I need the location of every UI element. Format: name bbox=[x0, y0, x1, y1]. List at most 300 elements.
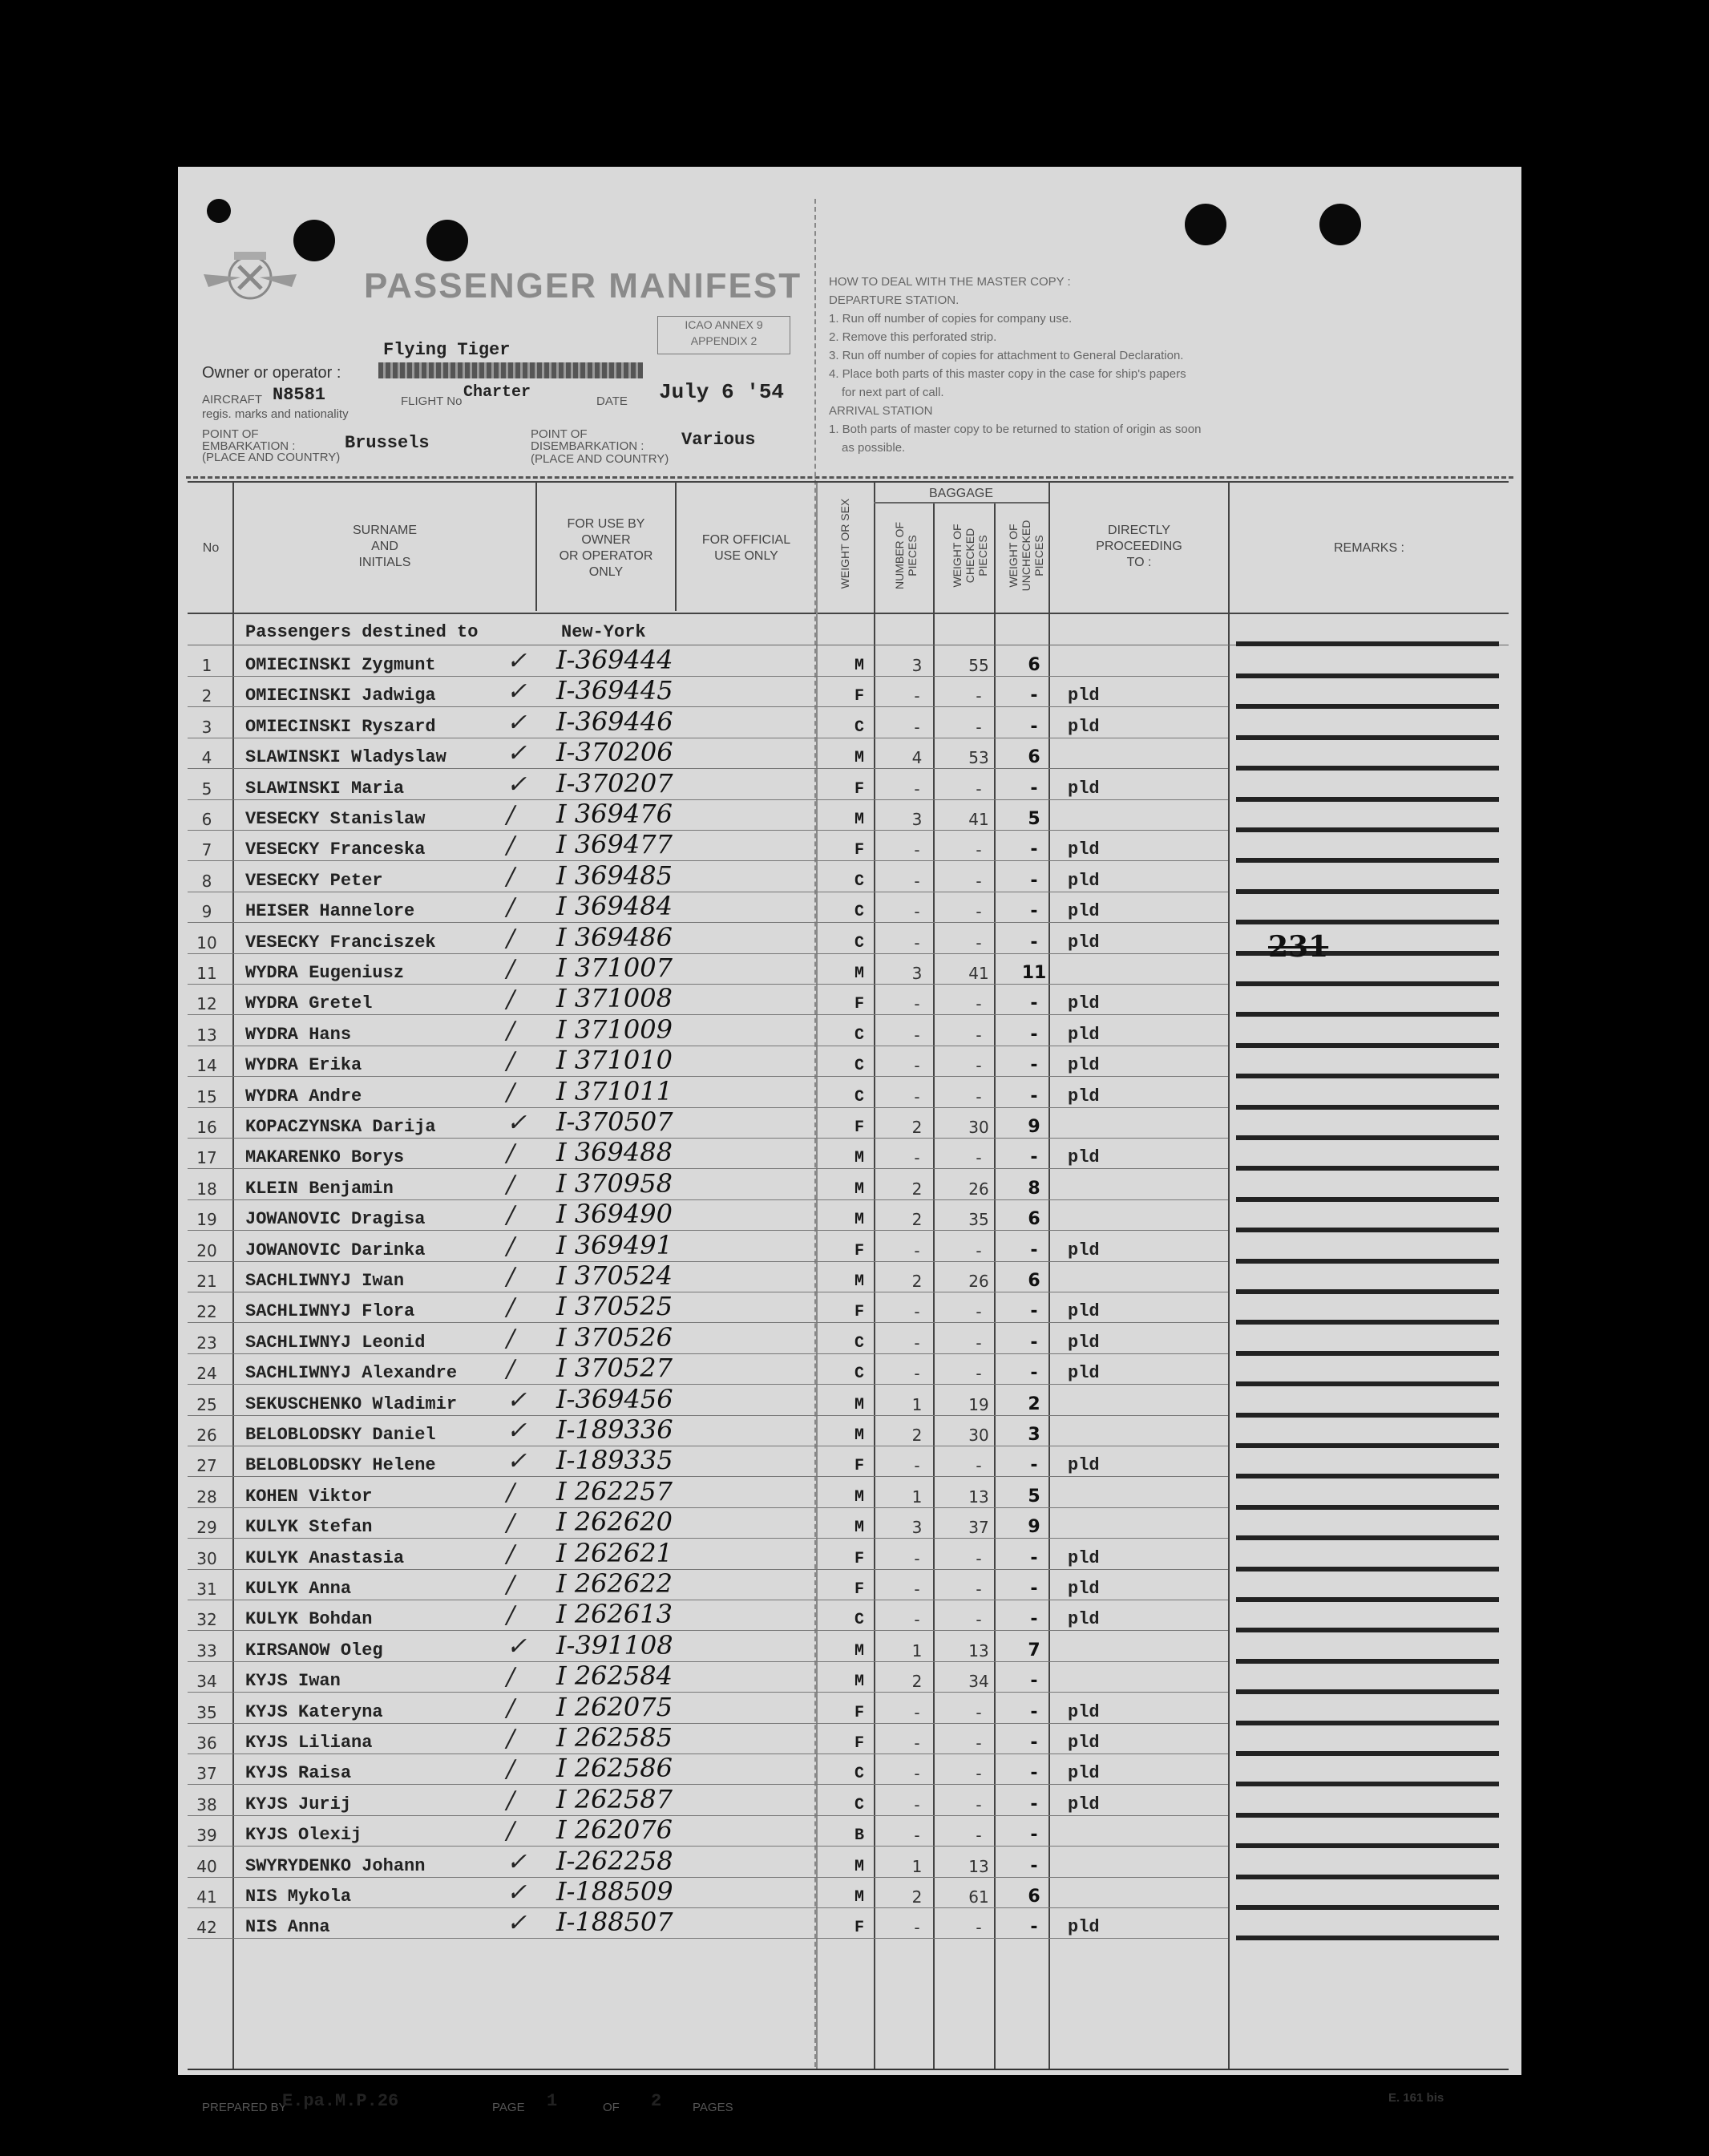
baggage-unchecked: - bbox=[1030, 1609, 1038, 1630]
check-mark: ✓ bbox=[507, 1847, 527, 1876]
remarks-bar bbox=[1236, 673, 1499, 678]
passenger-name: OMIECINSKI Ryszard bbox=[245, 716, 436, 737]
baggage-pieces: - bbox=[914, 902, 920, 922]
official-number: I 370525 bbox=[556, 1291, 673, 1322]
directly-proceeding: pld bbox=[1068, 686, 1100, 706]
check-mark: / bbox=[507, 1786, 515, 1814]
baggage-weight: 61 bbox=[968, 1887, 989, 1907]
sex-code: M bbox=[854, 1211, 864, 1230]
remarks-bar bbox=[1236, 920, 1499, 924]
sex-code: F bbox=[854, 779, 864, 799]
remarks-bar bbox=[1236, 1166, 1499, 1171]
destined-value: New-York bbox=[561, 622, 646, 642]
row-number: 10 bbox=[196, 932, 217, 953]
directly-proceeding: pld bbox=[1068, 1240, 1100, 1260]
sex-code: C bbox=[854, 1365, 864, 1384]
baggage-pieces: 2 bbox=[911, 1672, 923, 1692]
instruction-line: 3. Run off number of copies for attachment to General Declaration. bbox=[829, 349, 1184, 362]
remarks-bar bbox=[1236, 1659, 1499, 1664]
baggage-weight: - bbox=[976, 1333, 982, 1353]
baggage-weight: 41 bbox=[968, 964, 989, 983]
sabena-logo-icon bbox=[202, 247, 298, 311]
header-bag-unchecked: WEIGHT OF UNCHECKED PIECES bbox=[1007, 520, 1045, 592]
row-rule bbox=[188, 922, 1228, 923]
remarks-bar bbox=[1236, 797, 1499, 802]
baggage-unchecked: - bbox=[1030, 1055, 1038, 1076]
row-number: 30 bbox=[196, 1548, 217, 1568]
row-rule bbox=[188, 1168, 1228, 1169]
remarks-bar bbox=[1236, 1259, 1499, 1264]
baggage-weight: - bbox=[976, 902, 982, 922]
baggage-unchecked: - bbox=[1030, 1455, 1038, 1476]
directly-proceeding: pld bbox=[1068, 1055, 1100, 1076]
directly-proceeding: pld bbox=[1068, 870, 1100, 891]
sex-code: C bbox=[854, 933, 864, 953]
manifest-page bbox=[178, 167, 1521, 2114]
directly-proceeding: pld bbox=[1068, 1917, 1100, 1938]
passenger-name: BELOBLODSKY Daniel bbox=[245, 1425, 436, 1445]
passenger-name: MAKARENKO Borys bbox=[245, 1147, 405, 1168]
passenger-name: VESECKY Peter bbox=[245, 870, 383, 891]
row-number: 2 bbox=[201, 686, 212, 706]
check-mark: / bbox=[507, 1817, 515, 1846]
baggage-weight: - bbox=[976, 1794, 982, 1814]
baggage-weight: 30 bbox=[968, 1426, 989, 1445]
baggage-unchecked: - bbox=[1030, 1086, 1038, 1106]
baggage-unchecked: - bbox=[1030, 1855, 1038, 1876]
baggage-pieces: - bbox=[914, 1764, 920, 1784]
sex-code: M bbox=[854, 1272, 864, 1291]
directly-proceeding: pld bbox=[1068, 993, 1100, 1014]
baggage-unchecked: - bbox=[1030, 1332, 1038, 1353]
baggage-weight: - bbox=[976, 1918, 982, 1938]
row-rule bbox=[188, 799, 1228, 800]
official-number: I 262620 bbox=[556, 1507, 673, 1538]
form-title: PASSENGER MANIFEST bbox=[364, 266, 802, 305]
baggage-unchecked: 9 bbox=[1028, 1517, 1040, 1538]
remarks-bar bbox=[1236, 1105, 1499, 1110]
baggage-pieces: 2 bbox=[911, 1426, 923, 1445]
date-value: July 6 '54 bbox=[659, 380, 785, 404]
sex-code: M bbox=[854, 1487, 864, 1507]
remarks-bar bbox=[1236, 1289, 1499, 1294]
row-rule bbox=[188, 1723, 1228, 1724]
header-bag-weight: WEIGHT OF CHECKED PIECES bbox=[951, 524, 989, 588]
baggage-pieces: - bbox=[914, 1364, 920, 1384]
directly-proceeding: pld bbox=[1068, 932, 1100, 953]
baggage-weight: 53 bbox=[968, 748, 989, 768]
official-number: I-189335 bbox=[556, 1445, 673, 1476]
baggage-weight: 35 bbox=[968, 1210, 989, 1230]
sex-code: F bbox=[854, 1703, 864, 1722]
baggage-pieces: 3 bbox=[911, 1518, 923, 1538]
baggage-pieces: - bbox=[914, 1240, 920, 1260]
icao-appendix: APPENDIX 2 bbox=[690, 334, 758, 347]
baggage-unchecked: - bbox=[1030, 993, 1038, 1014]
row-number: 5 bbox=[201, 779, 212, 799]
baggage-pieces: 2 bbox=[911, 1179, 923, 1199]
check-mark: / bbox=[507, 1355, 515, 1384]
passenger-name: JOWANOVIC Dragisa bbox=[245, 1209, 426, 1230]
baggage-unchecked: - bbox=[1030, 1733, 1038, 1753]
check-mark: / bbox=[507, 1755, 515, 1784]
baggage-weight: 41 bbox=[968, 810, 989, 829]
baggage-unchecked: 8 bbox=[1028, 1178, 1040, 1199]
baggage-weight: 37 bbox=[968, 1518, 989, 1538]
instruction-line: as possible. bbox=[842, 441, 906, 455]
check-mark: / bbox=[507, 1509, 515, 1538]
official-number: I 262586 bbox=[556, 1753, 673, 1784]
row-rule bbox=[188, 1076, 1228, 1077]
row-number: 41 bbox=[196, 1887, 217, 1907]
check-mark: / bbox=[507, 862, 515, 891]
instruction-line: 4. Place both parts of this master copy in the case for ship's papers bbox=[829, 367, 1186, 381]
row-number: 42 bbox=[196, 1918, 217, 1938]
check-mark: / bbox=[507, 1047, 515, 1076]
baggage-unchecked: 6 bbox=[1028, 747, 1040, 768]
official-number: I 262584 bbox=[556, 1660, 673, 1692]
official-number: I 369491 bbox=[556, 1229, 673, 1260]
header-direct-line: TO : bbox=[1126, 556, 1152, 569]
row-rule bbox=[188, 830, 1228, 831]
baggage-unchecked: - bbox=[1030, 1301, 1038, 1322]
official-number: I 370524 bbox=[556, 1260, 673, 1291]
check-mark: / bbox=[507, 801, 515, 829]
check-mark: / bbox=[507, 1601, 515, 1630]
remarks-bar bbox=[1236, 1567, 1499, 1571]
baggage-unchecked: - bbox=[1030, 932, 1038, 953]
row-number: 19 bbox=[196, 1210, 217, 1230]
punch-hole bbox=[1185, 204, 1226, 245]
remarks-bar bbox=[1236, 1689, 1499, 1694]
instruction-line: for next part of call. bbox=[842, 386, 944, 399]
baggage-unchecked: - bbox=[1030, 1547, 1038, 1568]
baggage-pieces: 4 bbox=[911, 748, 923, 768]
baggage-weight: 26 bbox=[968, 1179, 989, 1199]
baggage-unchecked: - bbox=[1030, 1024, 1038, 1045]
baggage-pieces: 1 bbox=[911, 1856, 923, 1876]
header-owner-line: OR OPERATOR bbox=[559, 549, 653, 563]
passenger-name: SWYRYDENKO Johann bbox=[245, 1855, 426, 1876]
sex-code: M bbox=[854, 1673, 864, 1692]
remarks-bar bbox=[1236, 1843, 1499, 1848]
footer-rule bbox=[188, 2069, 1509, 2070]
check-mark: / bbox=[507, 1663, 515, 1692]
official-number: I-369456 bbox=[556, 1383, 673, 1414]
remarks-bar bbox=[1236, 641, 1499, 646]
directly-proceeding: pld bbox=[1068, 778, 1100, 799]
sex-code: C bbox=[854, 1611, 864, 1630]
check-mark: ✓ bbox=[507, 1632, 527, 1660]
baggage-unchecked: - bbox=[1030, 1917, 1038, 1938]
baggage-pieces: - bbox=[914, 1056, 920, 1076]
owner-value: Flying Tiger bbox=[383, 340, 511, 360]
sex-code: C bbox=[854, 1025, 864, 1045]
sex-code: C bbox=[854, 1795, 864, 1814]
baggage-unchecked: 7 bbox=[1028, 1640, 1040, 1660]
baggage-weight: - bbox=[976, 840, 982, 860]
row-number: 33 bbox=[196, 1640, 217, 1660]
check-mark: / bbox=[507, 1571, 515, 1599]
header-official-line: USE ONLY bbox=[714, 549, 778, 563]
directly-proceeding: pld bbox=[1068, 1086, 1100, 1106]
baggage-pieces: - bbox=[914, 994, 920, 1014]
official-number: I 370527 bbox=[556, 1353, 673, 1384]
remarks-bar bbox=[1236, 1628, 1499, 1632]
baggage-unchecked: 3 bbox=[1028, 1425, 1040, 1445]
row-number: 24 bbox=[196, 1364, 217, 1384]
row-number: 39 bbox=[196, 1826, 217, 1846]
baggage-unchecked: 6 bbox=[1028, 655, 1040, 675]
baggage-unchecked: - bbox=[1030, 1671, 1038, 1692]
baggage-weight: 34 bbox=[968, 1672, 989, 1692]
official-number: I 262585 bbox=[556, 1722, 673, 1753]
row-rule bbox=[188, 984, 1228, 985]
sex-code: M bbox=[854, 1179, 864, 1199]
passenger-name: SACHLIWNYJ Leonid bbox=[245, 1332, 426, 1353]
passenger-name: KOHEN Viktor bbox=[245, 1486, 373, 1507]
remarks-bar bbox=[1236, 1413, 1499, 1418]
baggage-weight: - bbox=[976, 1610, 982, 1630]
instruction-line: 2. Remove this perforated strip. bbox=[829, 330, 997, 344]
baggage-pieces: - bbox=[914, 779, 920, 799]
baggage-unchecked: 11 bbox=[1021, 963, 1047, 983]
remarks-bar bbox=[1236, 1135, 1499, 1140]
check-mark: ✓ bbox=[507, 1385, 527, 1414]
row-rule bbox=[188, 1692, 1228, 1693]
official-number: I-369446 bbox=[556, 706, 673, 737]
check-mark: / bbox=[507, 1201, 515, 1230]
header-direct bbox=[1050, 523, 1228, 571]
baggage-unchecked: - bbox=[1030, 778, 1038, 799]
baggage-unchecked: - bbox=[1030, 716, 1038, 737]
header-no: No bbox=[202, 541, 220, 555]
header-surname-line: INITIALS bbox=[358, 556, 411, 569]
remarks-bar bbox=[1236, 1381, 1499, 1386]
row-rule bbox=[188, 706, 1228, 707]
check-mark: / bbox=[507, 1539, 515, 1568]
row-number: 18 bbox=[196, 1179, 217, 1199]
baggage-unchecked: - bbox=[1030, 901, 1038, 922]
official-number: I 369488 bbox=[556, 1137, 673, 1168]
baggage-pieces: 2 bbox=[911, 1118, 923, 1137]
pages-label: PAGES bbox=[693, 2101, 733, 2114]
flight-value: Charter bbox=[463, 383, 531, 402]
remarks-bar bbox=[1236, 1351, 1499, 1356]
sex-code: C bbox=[854, 1765, 864, 1784]
owner-label: Owner or operator : bbox=[202, 364, 341, 382]
passenger-name: KYJS Kateryna bbox=[245, 1701, 383, 1722]
header-sex: WEIGHT OR SEX bbox=[838, 498, 851, 589]
row-rule bbox=[188, 1384, 1228, 1385]
check-mark: ✓ bbox=[507, 1109, 527, 1137]
instruction-line: ARRIVAL STATION bbox=[829, 404, 933, 418]
row-number: 20 bbox=[196, 1240, 217, 1260]
baggage-unchecked: 5 bbox=[1028, 809, 1040, 829]
baggage-weight: - bbox=[976, 1702, 982, 1722]
passenger-name: KULYK Stefan bbox=[245, 1517, 373, 1538]
row-number: 4 bbox=[201, 748, 212, 768]
passenger-name: KYJS Iwan bbox=[245, 1671, 341, 1692]
row-number: 29 bbox=[196, 1518, 217, 1538]
baggage-unchecked: - bbox=[1030, 1825, 1038, 1846]
row-number: 14 bbox=[196, 1056, 217, 1076]
baggage-weight: 13 bbox=[968, 1640, 989, 1660]
check-mark: / bbox=[507, 924, 515, 953]
baggage-pieces: 3 bbox=[911, 656, 923, 675]
baggage-pieces: 1 bbox=[911, 1487, 923, 1507]
row-number: 37 bbox=[196, 1764, 217, 1784]
date-label: DATE bbox=[596, 394, 628, 408]
directly-proceeding: pld bbox=[1068, 1609, 1100, 1630]
row-rule bbox=[188, 860, 1228, 861]
directly-proceeding: pld bbox=[1068, 1794, 1100, 1814]
baggage-weight: - bbox=[976, 1240, 982, 1260]
baggage-pieces: - bbox=[914, 1610, 920, 1630]
passenger-name: KLEIN Benjamin bbox=[245, 1178, 394, 1199]
remarks-bar bbox=[1236, 766, 1499, 771]
row-rule bbox=[188, 1415, 1228, 1416]
baggage-pieces: 3 bbox=[911, 810, 923, 829]
directly-proceeding: pld bbox=[1068, 1733, 1100, 1753]
check-mark: / bbox=[507, 1263, 515, 1291]
row-number: 28 bbox=[196, 1487, 217, 1507]
check-mark: / bbox=[507, 955, 515, 983]
official-number: I 369490 bbox=[556, 1199, 673, 1230]
header-official-line: FOR OFFICIAL bbox=[701, 533, 791, 547]
baggage-pieces: - bbox=[914, 1148, 920, 1168]
official-number: I-369444 bbox=[556, 645, 673, 675]
baggage-pieces: - bbox=[914, 1548, 920, 1568]
sex-code: C bbox=[854, 718, 864, 737]
directly-proceeding: pld bbox=[1068, 1301, 1100, 1322]
row-rule bbox=[188, 1261, 1228, 1262]
check-mark: ✓ bbox=[507, 1417, 527, 1445]
instruction-line: HOW TO DEAL WITH THE MASTER COPY : bbox=[829, 275, 1071, 289]
row-number: 7 bbox=[201, 840, 212, 860]
baggage-unchecked: - bbox=[1030, 1363, 1038, 1384]
baggage-unchecked: - bbox=[1030, 870, 1038, 891]
passenger-name: KOPACZYNSKA Darija bbox=[245, 1117, 436, 1137]
row-number: 13 bbox=[196, 1025, 217, 1045]
row-number: 9 bbox=[201, 902, 212, 922]
baggage-pieces: - bbox=[914, 871, 920, 891]
sex-code: M bbox=[854, 1641, 864, 1660]
baggage-weight: - bbox=[976, 932, 982, 953]
baggage-unchecked: - bbox=[1030, 1701, 1038, 1722]
remarks-bar bbox=[1236, 1936, 1499, 1940]
header-bag-pieces: NUMBER OF PIECES bbox=[893, 522, 919, 589]
row-rule bbox=[188, 1538, 1228, 1539]
sex-code: M bbox=[854, 1857, 864, 1876]
row-number: 17 bbox=[196, 1148, 217, 1168]
baggage-weight: - bbox=[976, 994, 982, 1014]
baggage-weight: - bbox=[976, 686, 982, 706]
passenger-name: WYDRA Erika bbox=[245, 1055, 362, 1076]
remarks-bar bbox=[1236, 1875, 1499, 1879]
row-number: 8 bbox=[201, 871, 212, 891]
baggage-pieces: 2 bbox=[911, 1210, 923, 1230]
page-label: PAGE bbox=[492, 2101, 525, 2114]
row-rule bbox=[188, 1877, 1228, 1878]
check-mark: / bbox=[507, 1478, 515, 1507]
row-number: 40 bbox=[196, 1856, 217, 1876]
passenger-name: SEKUSCHENKO Wladimir bbox=[245, 1394, 458, 1414]
official-number: I-188509 bbox=[556, 1876, 673, 1907]
official-number: I 262076 bbox=[556, 1814, 673, 1846]
check-mark: / bbox=[507, 1232, 515, 1260]
directly-proceeding: pld bbox=[1068, 1547, 1100, 1568]
row-rule bbox=[188, 1569, 1228, 1570]
remarks-bar bbox=[1236, 1228, 1499, 1232]
sex-code: F bbox=[854, 687, 864, 706]
official-number: I 369485 bbox=[556, 860, 673, 891]
baggage-weight: - bbox=[976, 1548, 982, 1568]
official-number: I-189336 bbox=[556, 1414, 673, 1445]
baggage-pieces: - bbox=[914, 1333, 920, 1353]
baggage-unchecked: 6 bbox=[1028, 1271, 1040, 1291]
row-rule bbox=[188, 1138, 1228, 1139]
row-number: 25 bbox=[196, 1394, 217, 1414]
baggage-pieces: - bbox=[914, 1025, 920, 1045]
directly-proceeding: pld bbox=[1068, 1363, 1100, 1384]
aircraft-label: AIRCRAFT bbox=[202, 393, 262, 407]
aircraft-value: N8581 bbox=[273, 385, 326, 405]
baggage-weight: - bbox=[976, 1456, 982, 1476]
sex-code: M bbox=[854, 1426, 864, 1445]
passenger-name: VESECKY Franciszek bbox=[245, 932, 436, 953]
row-number: 27 bbox=[196, 1456, 217, 1476]
destined-label: Passengers destined to bbox=[245, 622, 479, 642]
official-number: I 262257 bbox=[556, 1475, 673, 1507]
sex-code: M bbox=[854, 749, 864, 768]
official-number: I-188507 bbox=[556, 1907, 673, 1938]
baggage-weight: - bbox=[976, 1364, 982, 1384]
baggage-pieces: - bbox=[914, 1826, 920, 1846]
disembarkation-label: POINT OF DISEMBARKATION : bbox=[531, 427, 644, 453]
baggage-weight: - bbox=[976, 871, 982, 891]
passenger-name: KULYK Anastasia bbox=[245, 1547, 405, 1568]
official-number: I-369445 bbox=[556, 675, 673, 706]
passenger-name: KULYK Anna bbox=[245, 1579, 352, 1599]
directly-proceeding: pld bbox=[1068, 1701, 1100, 1722]
icao-box bbox=[657, 316, 790, 354]
sex-code: F bbox=[854, 1457, 864, 1476]
check-mark: / bbox=[507, 1693, 515, 1722]
baggage-weight: - bbox=[976, 1086, 982, 1106]
baggage-pieces: - bbox=[914, 717, 920, 737]
official-number: I-370507 bbox=[556, 1106, 673, 1137]
header-owner-line: FOR USE BY bbox=[567, 517, 645, 531]
sex-code: M bbox=[854, 1149, 864, 1168]
baggage-unchecked: - bbox=[1030, 1579, 1038, 1599]
passenger-name: BELOBLODSKY Helene bbox=[245, 1455, 436, 1476]
baggage-pieces: - bbox=[914, 1918, 920, 1938]
flight-label: FLIGHT No bbox=[401, 394, 463, 408]
passenger-name: KULYK Bohdan bbox=[245, 1609, 373, 1630]
sex-code: M bbox=[854, 1888, 864, 1907]
sex-code: C bbox=[854, 1087, 864, 1106]
baggage-weight: - bbox=[976, 717, 982, 737]
sex-code: M bbox=[854, 965, 864, 983]
official-number: I 262613 bbox=[556, 1599, 673, 1630]
check-mark: ✓ bbox=[507, 1447, 527, 1476]
baggage-weight: 26 bbox=[968, 1272, 989, 1291]
remark-number: 231 bbox=[1268, 930, 1329, 964]
remarks-bar bbox=[1236, 704, 1499, 709]
row-rule bbox=[188, 676, 1228, 677]
baggage-pieces: - bbox=[914, 1702, 920, 1722]
